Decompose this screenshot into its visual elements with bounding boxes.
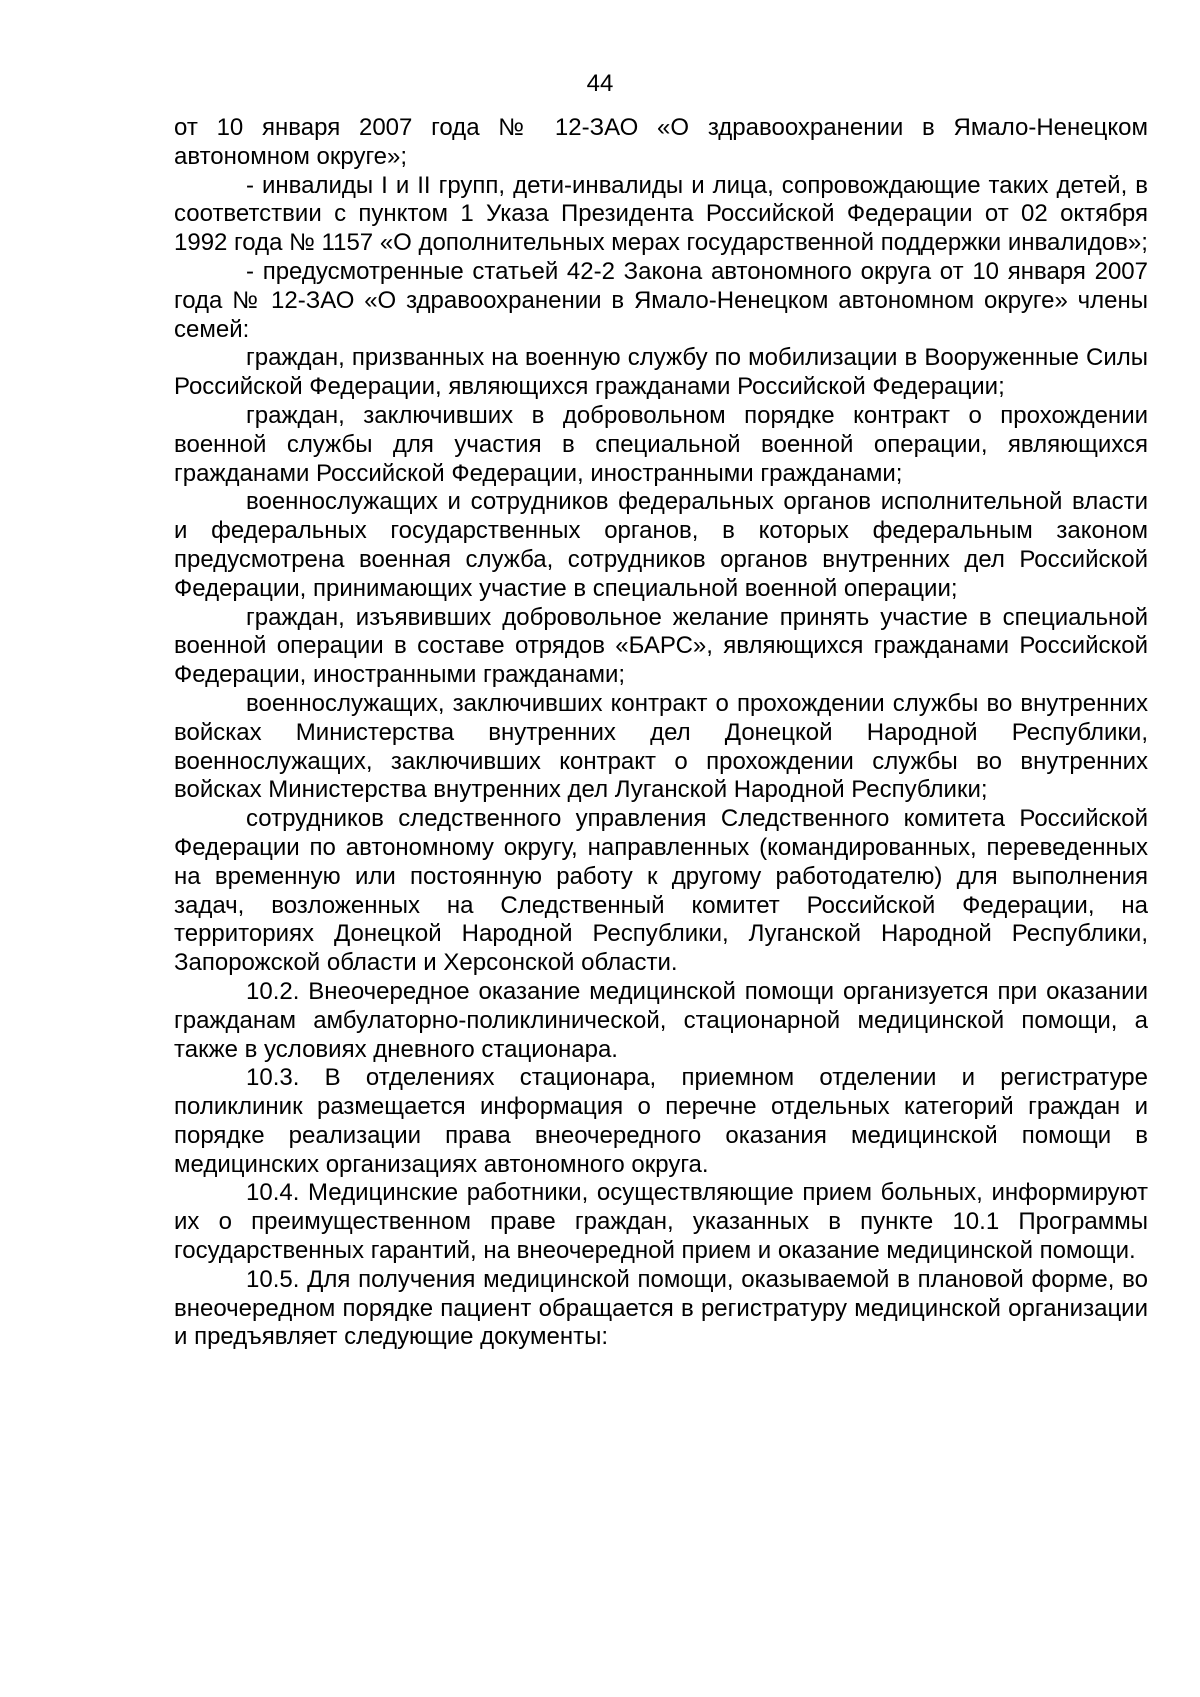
paragraph: граждан, заключивших в добровольном порядке контракт о прохождении военной службы для участия в специальной военной операции, являющихся гражданами Российской Федерации, иностранными гражданами; — [174, 401, 1148, 487]
document-body — [174, 114, 1148, 1352]
paragraph: 10.4. Медицинские работники, осуществляющие прием больных, информируют их о преимущественном праве граждан, указанных в пункте 10.1 Программы государственных гарантий, на внеочередной прием и оказание медицинской помощи. — [174, 1179, 1148, 1265]
paragraph: от 10 января 2007 года № 12-ЗАО «О здравоохранении в Ямало-Ненецком автономном округе»; — [174, 114, 1148, 170]
paragraph: - инвалиды I и II групп, дети-инвалиды и лица, сопровождающие таких детей, в соответствии с пунктом 1 Указа Президента Российской Федерации от 02 октября 1992 года № 1157 «О дополнительных мерах государственной поддержки инвалидов»; — [174, 171, 1148, 257]
paragraph: военнослужащих, заключивших контракт о прохождении службы во внутренних войсках Министерства внутренних дел Донецкой Народной Республики, военнослужащих, заключивших контракт о прохождении службы во внутренних войсках Министерства внутренних дел Луганской Народной Республики; — [174, 689, 1148, 804]
paragraph: граждан, призванных на военную службу по мобилизации в Вооруженные Силы Российской Федерации, являющихся гражданами Российской Федерации; — [174, 344, 1148, 401]
page-number: 44 — [586, 70, 614, 97]
paragraph: военнослужащих и сотрудников федеральных органов исполнительной власти и федеральных государственных органов, в которых федеральным законом предусмотрена военная служба, сотрудников органов внутренних дел Российской Федерации, принимающих участие в специальной военной операции; — [174, 488, 1148, 602]
paragraph: граждан, изъявивших добровольное желание принять участие в специальной военной операции в составе отрядов «БАРС», являющихся гражданами Российской Федерации, иностранными гражданами; — [174, 603, 1148, 689]
paragraph: - предусмотренные статьей 42-2 Закона автономного округа от 10 января 2007 года № 12-ЗАО «О здравоохранении в Ямало-Ненецком автономном округе» члены семей: — [174, 257, 1148, 343]
paragraph: сотрудников следственного управления Следственного комитета Российской Федерации по автономному округу, направленных (командированных, переведенных на временную или постоянную работу к другому работодателю) для выполнения задач, возложенных на Следственный комитет Российской Федерации, на территориях Донецкой Народной Республики, Луганской Народной Республики, Запорожской области и Херсонской области. — [174, 805, 1148, 977]
paragraph: 10.3. В отделениях стационара, приемном отделении и регистратуре поликлиник размещается информация о перечне отдельных категорий граждан и порядке реализации права внеочередного оказания медицинской помощи в медицинских организациях автономного округа. — [174, 1064, 1148, 1178]
paragraph: 10.2. Внеочередное оказание медицинской помощи организуется при оказании гражданам амбулаторно-поликлинической, стационарной медицинской помощи, а также в условиях дневного стационара. — [174, 977, 1148, 1063]
paragraph: 10.5. Для получения медицинской помощи, оказываемой в плановой форме, во внеочередном порядке пациент обращается в регистратуру медицинской организации и предъявляет следующие документы: — [174, 1265, 1148, 1351]
